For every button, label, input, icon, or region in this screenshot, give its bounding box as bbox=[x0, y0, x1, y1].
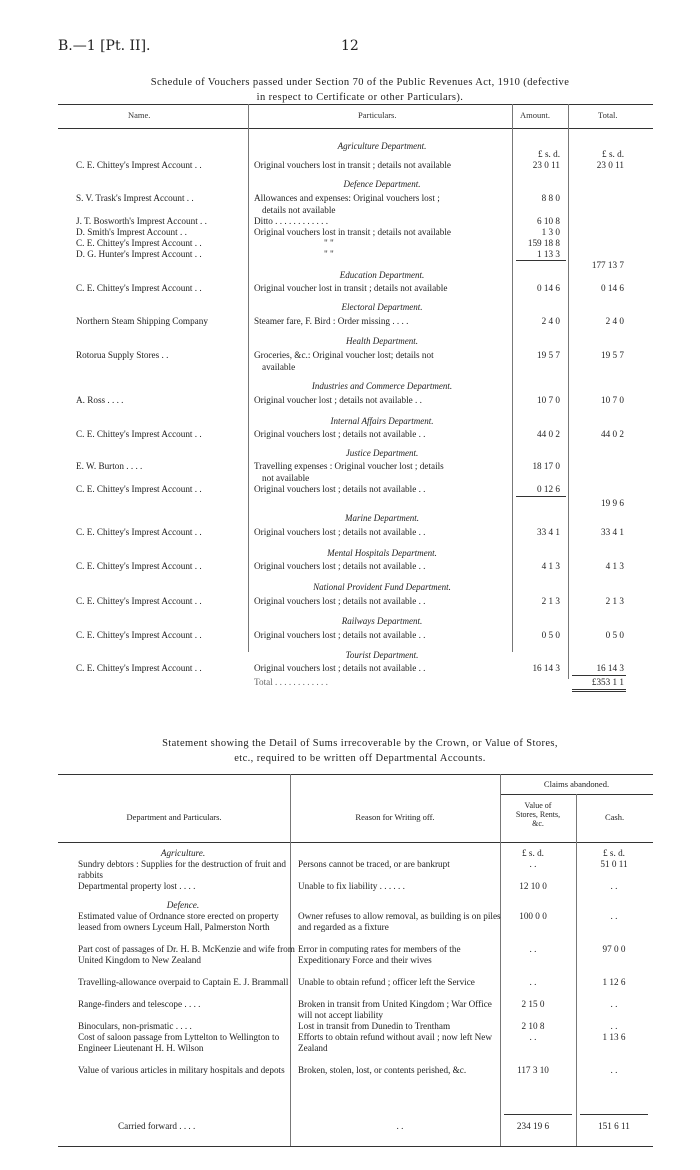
table-row: Northern Steam Shipping Company Steamer fare, F. Bird : Order missing . . . . 2 4 0 2 4 0 bbox=[76, 316, 624, 326]
dept-heading: Internal Affairs Department. bbox=[330, 416, 434, 426]
currency-head-row: £ s. d. £ s. d. bbox=[538, 149, 624, 159]
row-continuation: details not available bbox=[262, 205, 336, 215]
table-row: C. E. Chittey's Imprest Account . . " " 159 18 8 bbox=[76, 238, 560, 248]
col-particulars-header: Particulars. bbox=[358, 110, 397, 120]
table-row: C. E. Chittey's Imprest Account . . Original voucher lost in transit ; details not available 0 14 6 0 14 6 bbox=[76, 283, 624, 293]
table-row: C. E. Chittey's Imprest Account . . Original vouchers lost ; details not available . . 44 0 2 44 0 2 bbox=[76, 429, 624, 439]
page-header bbox=[58, 38, 660, 54]
table-row: Rotorua Supply Stores . . Groceries, &c.: Original voucher lost; details not 19 5 7 19 5 7 bbox=[76, 350, 624, 360]
col-total-header: Total. bbox=[598, 110, 618, 120]
subtotal-row: 177 13 7 bbox=[591, 260, 624, 270]
dept-heading: Agriculture Department. bbox=[337, 141, 427, 151]
dept-heading: Tourist Department. bbox=[345, 650, 419, 660]
write-off-statement-table: Claims abandoned. Department and Particulars. Reason for Writing off. Value of Stores, Rents, &c. Cash. Agriculture. £ s. d. £ s. d. Sundry debtors : Supplies for the destruction of fruit and rabbits Persons cannot be traced, or are bankrupt . . 51 0 11 Departmental property lost . . . . Unable to fix liability . . . . . . 12 10 0 . . Defence. Estimated value of Ordnance store erected on property leased from owners Lyceum Hall, Palmerston North Owner refuses to allow removal, as building is on piles and regarded as a fixture 100 0 0 . . Part cost of passages of Dr. H. B. McKenzie and wife from United Kingdom to New Zealand Error in computing rates for members of the Expeditionary Force and their wives . . 97 0 0 Travelling-allowance overpaid to Captain E. J. Brammall Unable to obtain refund ; officer left the Service . . 1 12 6 Range-finders and telescope . . . . Broken in transit from United Kingdom ; War Office will not accept liability 2 15 0 . . Binoculars, non-prismatic . . . . Lost in transit from Dunedin to Trentham 2 10 8 . . Cost of saloon passage from Lyttelton to Wellington to Engineer Lieutenant H. H. Wilson Efforts to obtain refund without avail ; now left New Zealand . . 1 13 6 Value of various articles in military hospitals and depots Broken, stolen, lost, or contents perished, &c. 117 3 10 . . Carried forward . . . . . . 234 19 6 151 6 11 bbox=[58, 774, 653, 1164]
statement-title bbox=[58, 736, 662, 766]
dept-heading: Railways Department. bbox=[341, 616, 423, 626]
row-continuation: available bbox=[262, 362, 296, 372]
voucher-schedule-table bbox=[58, 104, 653, 687]
table-row: C. E. Chittey's Imprest Account . . Original vouchers lost in transit ; details not available 23 0 11 23 0 11 bbox=[76, 160, 624, 170]
dept-heading: Education Department. bbox=[339, 270, 425, 280]
table-row: J. T. Bosworth's Imprest Account . . Ditto . . . . . . . . . . . . 6 10 8 bbox=[76, 216, 560, 226]
dept-heading: Marine Department. bbox=[345, 513, 419, 523]
table-row: A. Ross . . . . Original voucher lost ; details not available . . 10 7 0 10 7 0 bbox=[76, 395, 624, 405]
dept-heading: National Provident Fund Department. bbox=[313, 582, 451, 592]
dept-heading: Justice Department. bbox=[345, 448, 419, 458]
table-row: C. E. Chittey's Imprest Account . . Original vouchers lost ; details not available . . 0 12 6 bbox=[76, 484, 560, 494]
dept-heading: Defence Department. bbox=[343, 179, 421, 189]
col-name-header: Name. bbox=[128, 110, 151, 120]
table-row: C. E. Chittey's Imprest Account . . Original vouchers lost ; details not available . . 33 4 1 33 4 1 bbox=[76, 527, 624, 537]
table-row: C. E. Chittey's Imprest Account . . Original vouchers lost ; details not available . . 0 5 0 0 5 0 bbox=[76, 630, 624, 640]
total-row: Total . . . . . . . . . . . . £353 1 1 bbox=[254, 677, 624, 687]
claims-abandoned-header: Claims abandoned. bbox=[543, 779, 610, 789]
table-row: C. E. Chittey's Imprest Account . . Original vouchers lost ; details not available . . 16 14 3 16 14 3 bbox=[76, 663, 624, 673]
col-value-header: Value of Stores, Rents, &c. bbox=[515, 801, 561, 828]
page-number: 12 bbox=[341, 38, 359, 54]
statement-title-line1: Statement showing the Detail of Sums irrecoverable by the Crown, or Value of Stores, bbox=[162, 738, 558, 749]
table-row: S. V. Trask's Imprest Account . . Allowances and expenses: Original vouchers lost ; 8 8 0 bbox=[76, 193, 560, 203]
table-row: D. G. Hunter's Imprest Account . . " " 1 13 3 bbox=[76, 249, 560, 259]
row-continuation: not available bbox=[262, 473, 310, 483]
dept-heading: Mental Hospitals Department. bbox=[327, 548, 437, 558]
col-cash-header: Cash. bbox=[604, 812, 625, 822]
subtotal-row: 19 9 6 bbox=[601, 498, 624, 508]
document-reference: B.—1 [Pt. II]. bbox=[58, 38, 151, 54]
schedule-title-line2: in respect to Certificate or other Particulars). bbox=[256, 92, 464, 103]
statement-title-line2: etc., required to be written off Departmental Accounts. bbox=[234, 753, 486, 764]
col-dept-header: Department and Particulars. bbox=[126, 812, 222, 822]
dept-heading: Industries and Commerce Department. bbox=[311, 381, 453, 391]
col-amount-header: Amount. bbox=[520, 110, 550, 120]
col-reason-header: Reason for Writing off. bbox=[355, 812, 435, 822]
table-row: C. E. Chittey's Imprest Account . . Original vouchers lost ; details not available . . 4 1 3 4 1 3 bbox=[76, 561, 624, 571]
table-row: E. W. Burton . . . . Travelling expenses : Original voucher lost ; details 18 17 0 bbox=[76, 461, 560, 471]
schedule-title bbox=[58, 75, 662, 105]
schedule-title-line1: Schedule of Vouchers passed under Section 70 of the Public Revenues Act, 1910 (defective bbox=[150, 77, 570, 88]
table-row: C. E. Chittey's Imprest Account . . Original vouchers lost ; details not available . . 2 1 3 2 1 3 bbox=[76, 596, 624, 606]
dept-heading: Health Department. bbox=[346, 336, 418, 346]
dept-heading: Electoral Department. bbox=[341, 302, 423, 312]
table-row: D. Smith's Imprest Account . . Original vouchers lost in transit ; details not available 1 3 0 bbox=[76, 227, 560, 237]
